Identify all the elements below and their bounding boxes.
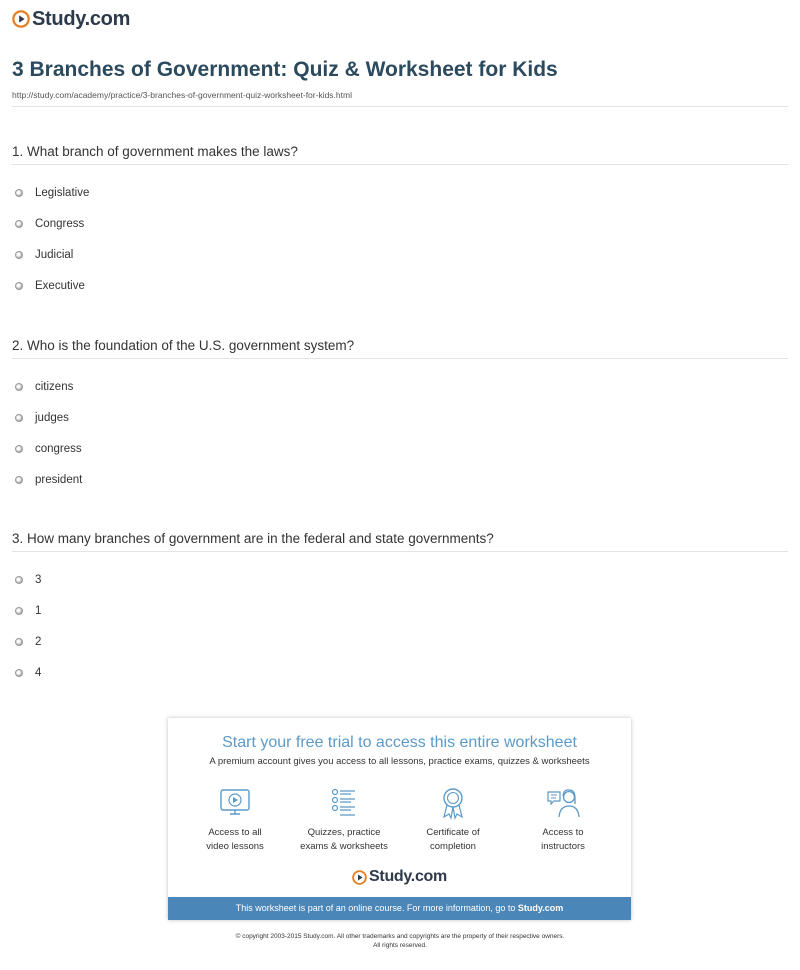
- question-1: 1. What branch of government makes the laws?: [12, 144, 298, 159]
- option-label: 2: [35, 636, 42, 648]
- instructor-chat-icon: [546, 786, 580, 820]
- feature-label: Quizzes, practice: [307, 827, 381, 838]
- option-label: Judicial: [35, 249, 74, 261]
- radio-button[interactable]: [15, 476, 23, 484]
- certificate-ribbon-icon: [436, 786, 470, 820]
- question-2: 2. Who is the foundation of the U.S. government system?: [12, 338, 355, 353]
- video-lesson-icon: [218, 786, 252, 820]
- option-label: president: [35, 474, 83, 486]
- free-trial-promo: [168, 718, 631, 920]
- logo-text: Study.com: [369, 868, 447, 885]
- promo-footer-text: This worksheet is part of an online course. For more information, go to: [235, 903, 518, 913]
- play-circle-icon: [12, 10, 30, 28]
- answer-option[interactable]: [15, 187, 89, 199]
- radio-button[interactable]: [15, 576, 23, 584]
- option-label: citizens: [35, 381, 74, 393]
- feature-label: exams & worksheets: [300, 841, 388, 852]
- copyright: [0, 932, 800, 950]
- radio-button[interactable]: [15, 282, 23, 290]
- radio-button[interactable]: [15, 638, 23, 646]
- option-label: 4: [35, 667, 42, 679]
- promo-subtitle: A premium account gives you access to all lessons, practice exams, quizzes & worksheets: [209, 756, 590, 767]
- answer-option[interactable]: [15, 280, 85, 292]
- feature-quizzes: [289, 786, 399, 854]
- study-logo[interactable]: [12, 7, 130, 31]
- divider: [12, 551, 788, 552]
- page-title: 3 Branches of Government: Quiz & Worksheet for Kids: [12, 58, 558, 81]
- promo-study-logo[interactable]: [168, 868, 631, 886]
- play-circle-icon: [352, 870, 367, 885]
- page-url: http://study.com/academy/practice/3-branches-of-government-quiz-worksheet-for-kids.html: [12, 90, 352, 100]
- radio-button[interactable]: [15, 189, 23, 197]
- feature-label: instructors: [541, 841, 585, 852]
- feature-label: Access to all: [208, 827, 262, 838]
- feature-video-lessons: [180, 786, 290, 854]
- option-label: Executive: [35, 280, 85, 292]
- option-label: judges: [35, 412, 69, 424]
- answer-option[interactable]: [15, 443, 82, 455]
- answer-option[interactable]: [15, 605, 41, 617]
- radio-button[interactable]: [15, 251, 23, 259]
- logo-text: Study.com: [32, 7, 131, 30]
- answer-option[interactable]: [15, 412, 69, 424]
- feature-label: completion: [430, 841, 476, 852]
- answer-option[interactable]: [15, 574, 41, 586]
- answer-option[interactable]: [15, 381, 73, 393]
- option-label: Legislative: [35, 187, 90, 199]
- study-com-link[interactable]: Study.com: [517, 903, 564, 913]
- option-label: Congress: [35, 218, 85, 230]
- option-label: congress: [35, 443, 82, 455]
- feature-label: Access to: [542, 827, 584, 838]
- radio-button[interactable]: [15, 669, 23, 677]
- quiz-list-icon: [327, 786, 361, 820]
- promo-footer-bar: [168, 897, 631, 920]
- copyright-line: All rights reserved.: [373, 942, 427, 949]
- feature-certificate: [398, 786, 508, 854]
- answer-option[interactable]: [15, 667, 41, 679]
- option-label: 3: [35, 574, 42, 586]
- answer-option[interactable]: [15, 218, 84, 230]
- feature-instructors: [508, 786, 618, 854]
- radio-button[interactable]: [15, 445, 23, 453]
- feature-label: Certificate of: [426, 827, 480, 838]
- divider: [12, 106, 788, 107]
- copyright-line: © copyright 2003-2015 Study.com. All other trademarks and copyrights are the property of their respective owners.: [235, 933, 565, 940]
- feature-label: video lessons: [206, 841, 264, 852]
- answer-option[interactable]: [15, 249, 73, 261]
- radio-button[interactable]: [15, 383, 23, 391]
- answer-option[interactable]: [15, 474, 82, 486]
- promo-title[interactable]: Start your free trial to access this entire worksheet: [222, 734, 577, 751]
- option-label: 1: [35, 605, 42, 617]
- question-3: 3. How many branches of government are in the federal and state governments?: [12, 531, 494, 546]
- radio-button[interactable]: [15, 220, 23, 228]
- answer-option[interactable]: [15, 636, 41, 648]
- divider: [12, 358, 788, 359]
- divider: [12, 164, 788, 165]
- radio-button[interactable]: [15, 414, 23, 422]
- radio-button[interactable]: [15, 607, 23, 615]
